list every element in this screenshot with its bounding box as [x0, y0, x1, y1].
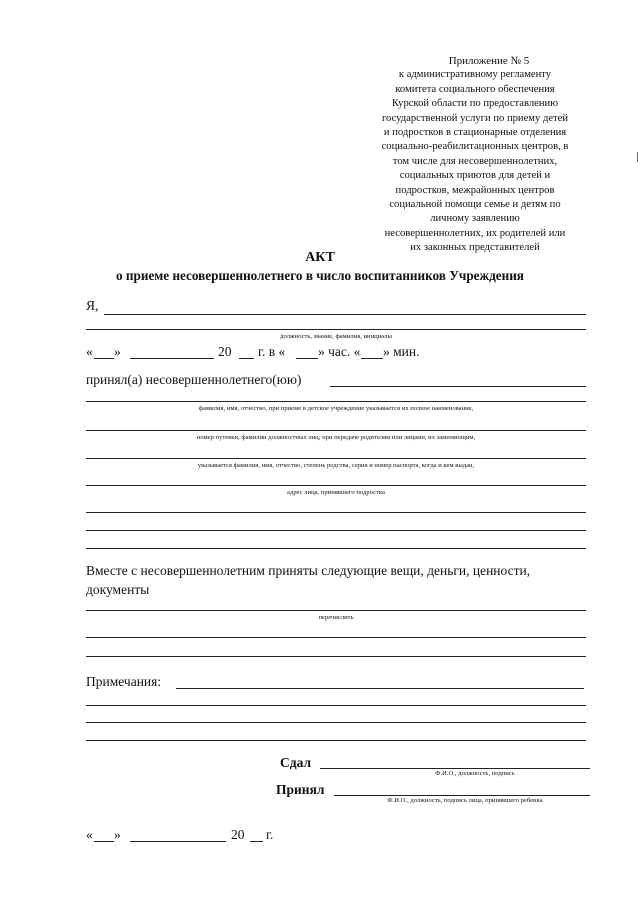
hours-label: » час. « — [318, 344, 361, 359]
bottom-year-label: 20 — [231, 827, 245, 842]
extra-input-line-2[interactable] — [86, 530, 586, 531]
date-quote-open: « — [86, 344, 93, 359]
appendix-line: социальных приютов для детей и — [399, 170, 551, 182]
minutes-label: » мин. — [383, 344, 420, 359]
appendix-line: их законных представителей — [410, 242, 540, 254]
notes-input-line-3[interactable] — [86, 722, 586, 723]
day-input-line[interactable] — [94, 358, 114, 359]
voucher-input-line[interactable] — [86, 430, 586, 431]
position-input-line-2[interactable] — [86, 329, 586, 330]
scan-mark — [637, 152, 638, 162]
notes-label: Примечания: — [86, 674, 162, 689]
handed-signature-line[interactable] — [320, 768, 590, 769]
appendix-line: Приложение № 5 — [448, 55, 530, 67]
caption-passport: указывается фамилия, имя, отчество, степень родства, серия и номер паспорта, когда и кем выдан, — [197, 462, 475, 469]
bottom-day-input-line[interactable] — [94, 841, 114, 842]
date-quote-close: » — [114, 344, 121, 359]
year-suffix: г. в « — [258, 344, 286, 359]
appendix-line: к административному регламенту — [398, 69, 552, 81]
items-input-line[interactable] — [86, 610, 586, 611]
year-input-line[interactable] — [239, 358, 254, 359]
accepted-label: принял(а) несовершеннолетнего(юю) — [86, 372, 302, 387]
notes-input-line[interactable] — [176, 688, 584, 689]
received-signature-line[interactable] — [334, 795, 590, 796]
notes-input-line-4[interactable] — [86, 740, 586, 741]
extra-input-line-1[interactable] — [86, 512, 586, 513]
appendix-line: государственной услуги по приему детей — [381, 112, 569, 124]
notes-input-line-2[interactable] — [86, 705, 586, 706]
handed-caption: Ф.И.О., должность, подпись — [435, 770, 515, 777]
hours-input-line[interactable] — [296, 358, 318, 359]
items-input-line-3[interactable] — [86, 656, 586, 657]
appendix-line: и подростков в стационарные отделения — [383, 127, 567, 139]
bottom-year-input-line[interactable] — [250, 841, 263, 842]
appendix-block — [360, 54, 590, 256]
received-label: Принял — [276, 782, 325, 797]
appendix-line: социально-реабилитационных центров, в — [381, 141, 569, 153]
caption-voucher: номер путевки, фамилии должностных лиц; при передаче родителям или лицами, их заменяющим, — [196, 434, 476, 441]
ya-label: Я, — [86, 298, 99, 313]
items-text: Вместе с несовершеннолетним приняты следующие вещи, деньги, ценности, — [86, 563, 531, 578]
year-label: 20 — [218, 344, 232, 359]
appendix-line: подростков, межрайонных центров — [395, 184, 555, 196]
received-caption: Ф.И.О., должность, подпись лица, принявшего ребенка — [387, 797, 543, 804]
passport-input-line[interactable] — [86, 458, 586, 459]
appendix-line: личному заявлению — [430, 213, 520, 225]
bottom-year-suffix: г. — [266, 827, 274, 842]
bottom-date-quote-close: » — [114, 827, 121, 842]
appendix-line: Курской области по предоставлению — [391, 98, 559, 110]
document-subtitle: о приеме несовершеннолетнего в число воспитанников Учреждения — [116, 268, 524, 283]
appendix-line: комитета социального обеспечения — [395, 83, 555, 95]
minutes-input-line[interactable] — [361, 358, 383, 359]
appendix-line: несовершеннолетних, их родителей или — [384, 227, 566, 239]
minor-name-input-line-2[interactable] — [86, 401, 586, 402]
extra-input-line-3[interactable] — [86, 548, 586, 549]
position-input-line[interactable] — [104, 314, 586, 315]
position-caption: должность, звание, фамилия, инициалы — [280, 333, 392, 340]
appendix-line: социальной помощи семье и детям по — [389, 199, 561, 211]
items-input-line-2[interactable] — [86, 637, 586, 638]
handed-label: Сдал — [280, 755, 312, 770]
bottom-date-quote-open: « — [86, 827, 93, 842]
document-title: АКТ — [305, 250, 335, 265]
items-text-continued: документы — [86, 582, 150, 597]
list-caption: перечислить — [318, 614, 354, 621]
caption-address: адрес лица, принявшего подростка — [287, 489, 385, 496]
minor-name-input-line[interactable] — [330, 386, 586, 387]
month-input-line[interactable] — [130, 358, 214, 359]
appendix-line: том числе для несовершеннолетних, — [392, 155, 558, 167]
address-input-line[interactable] — [86, 485, 586, 486]
bottom-month-input-line[interactable] — [130, 841, 226, 842]
caption-name: фамилия, имя, отчество, при приеме в детское учреждение указывается их полное наименование, — [198, 405, 474, 412]
